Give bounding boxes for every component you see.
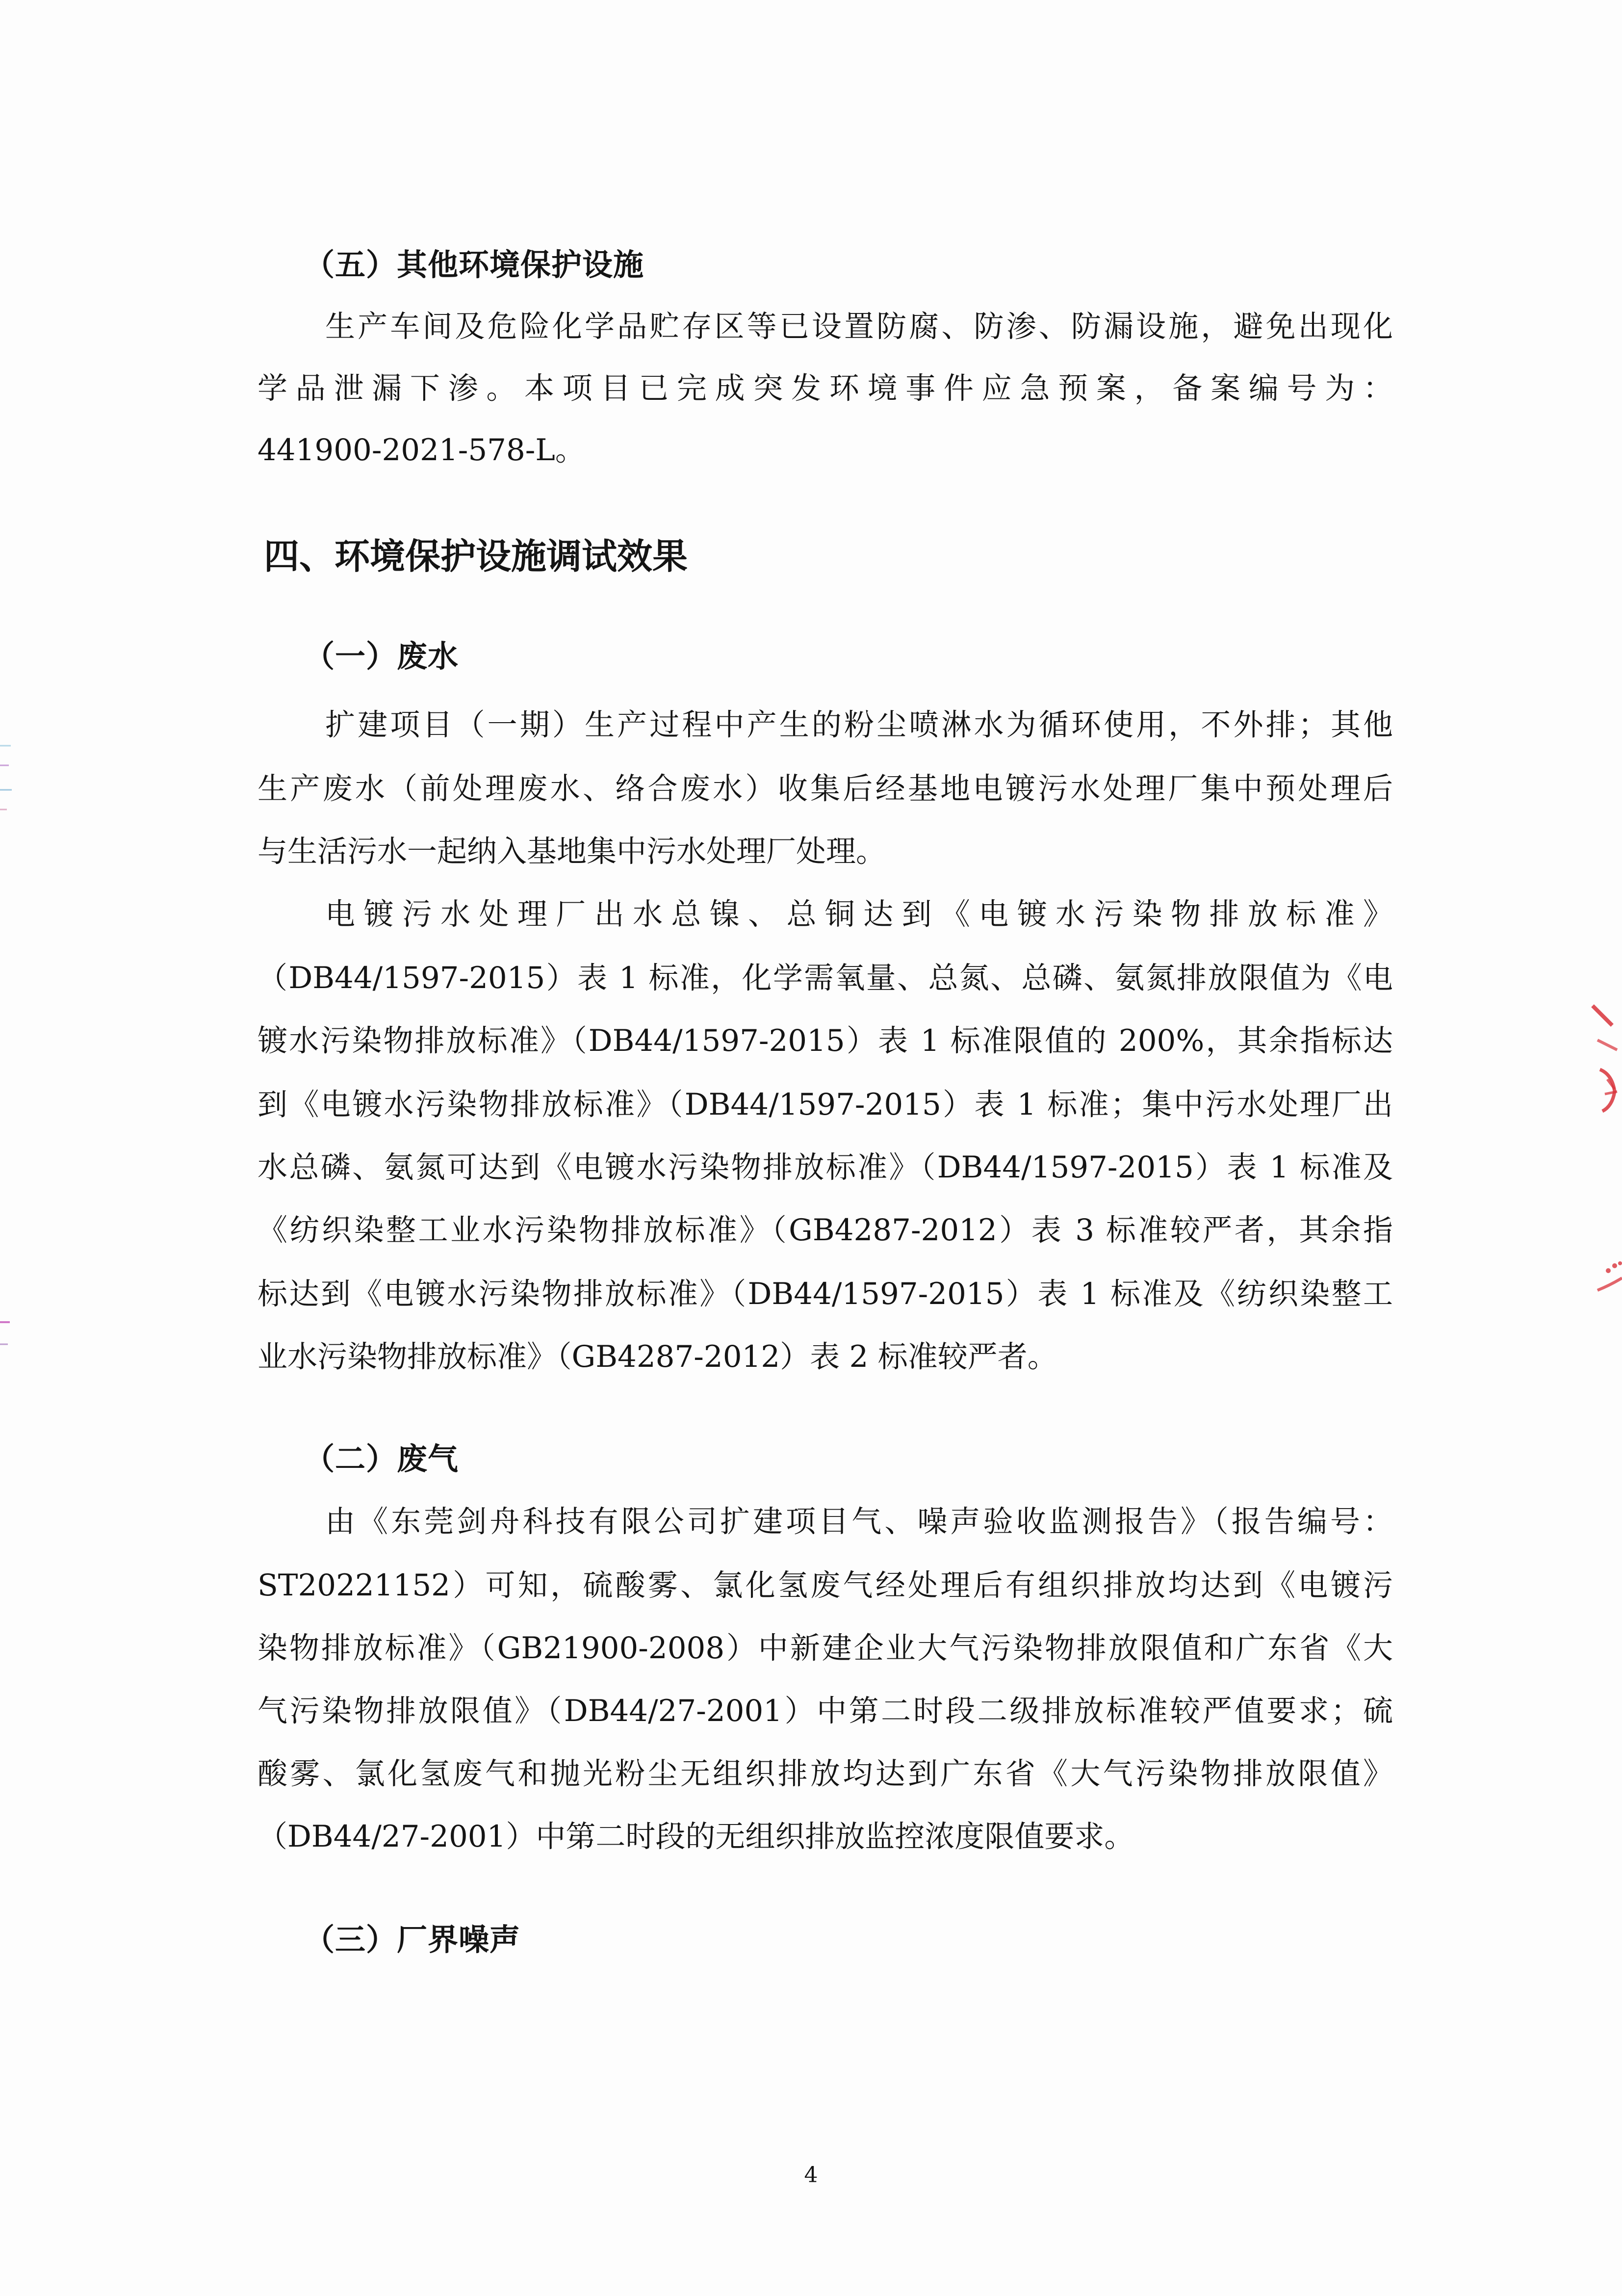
wastewater-p2-line-1: 电镀污水处理厂出水总镍、总铜达到《电镀水污染物排放标准》 — [325, 897, 1393, 932]
waste-gas-line-2: ST20221152）可知，硫酸雾、氯化氢废气经处理后有组织排放均达到《电镀污 — [257, 1568, 1393, 1603]
wastewater-p1-line-2: 生产废水（前处理废水、络合废水）收集后经基地电镀污水处理厂集中预处理后 — [257, 771, 1393, 806]
wastewater-p1-line-1: 扩建项目（一期）生产过程中产生的粉尘喷淋水为循环使用，不外排；其他 — [325, 707, 1393, 742]
waste-gas-line-1: 由《东莞剑舟科技有限公司扩建项目气、噪声验收监测报告》（报告编号： — [325, 1504, 1393, 1539]
wastewater-p2-line-3: 镀水污染物排放标准》（DB44/1597-2015）表 1 标准限值的 200%，其余指标达 — [257, 1023, 1393, 1058]
wastewater-p2-line-6: 《纺织染整工业水污染物排放标准》（GB4287-2012）表 3 标准较严者，其余指 — [257, 1213, 1393, 1248]
section-5-line-3: 441900-2021-578-L。 — [257, 433, 585, 468]
wastewater-p1-line-3: 与生活污水一起纳入基地集中污水处理厂处理。 — [257, 834, 886, 869]
wastewater-p2-line-5: 水总磷、氨氮可达到《电镀水污染物排放标准》（DB44/1597-2015）表 1 标准及 — [257, 1150, 1393, 1185]
section-5-line-2: 学品泄漏下渗。本项目已完成突发环境事件应急预案，备案编号为： — [257, 371, 1393, 406]
noise-heading: （三）厂界噪声 — [304, 1922, 521, 1957]
section-5-heading: （五）其他环境保护设施 — [304, 247, 644, 283]
wastewater-heading: （一）废水 — [304, 638, 459, 674]
waste-gas-line-6: （DB44/27-2001）中第二时段的无组织排放监控浓度限值要求。 — [257, 1819, 1134, 1854]
page-number: 4 — [804, 2163, 818, 2188]
waste-gas-line-4: 气污染物排放限值》（DB44/27-2001）中第二时段二级排放标准较严值要求；硫 — [257, 1694, 1393, 1728]
chapter-4-heading: 四、环境保护设施调试效果 — [264, 535, 688, 577]
section-5-line-1: 生产车间及危险化学品贮存区等已设置防腐、防渗、防漏设施，避免出现化 — [325, 309, 1393, 344]
red-seal-fragment — [1578, 996, 1622, 1320]
waste-gas-heading: （二）废气 — [304, 1441, 459, 1477]
scan-artifact-marks — [0, 736, 20, 1374]
wastewater-p2-line-2: （DB44/1597-2015）表 1 标准，化学需氧量、总氮、总磷、氨氮排放限值为《电 — [257, 961, 1393, 995]
wastewater-p2-line-7: 标达到《电镀水污染物排放标准》（DB44/1597-2015）表 1 标准及《纺织染整工 — [257, 1277, 1393, 1311]
waste-gas-line-3: 染物排放标准》（GB21900-2008）中新建企业大气污染物排放限值和广东省《大 — [257, 1631, 1393, 1666]
waste-gas-line-5: 酸雾、氯化氢废气和抛光粉尘无组织排放均达到广东省《大气污染物排放限值》 — [257, 1756, 1393, 1791]
wastewater-p2-line-4: 到《电镀水污染物排放标准》（DB44/1597-2015）表 1 标准；集中污水处理厂出 — [257, 1087, 1393, 1122]
wastewater-p2-line-8: 业水污染物排放标准》（GB4287-2012）表 2 标准较严者。 — [257, 1339, 1057, 1374]
